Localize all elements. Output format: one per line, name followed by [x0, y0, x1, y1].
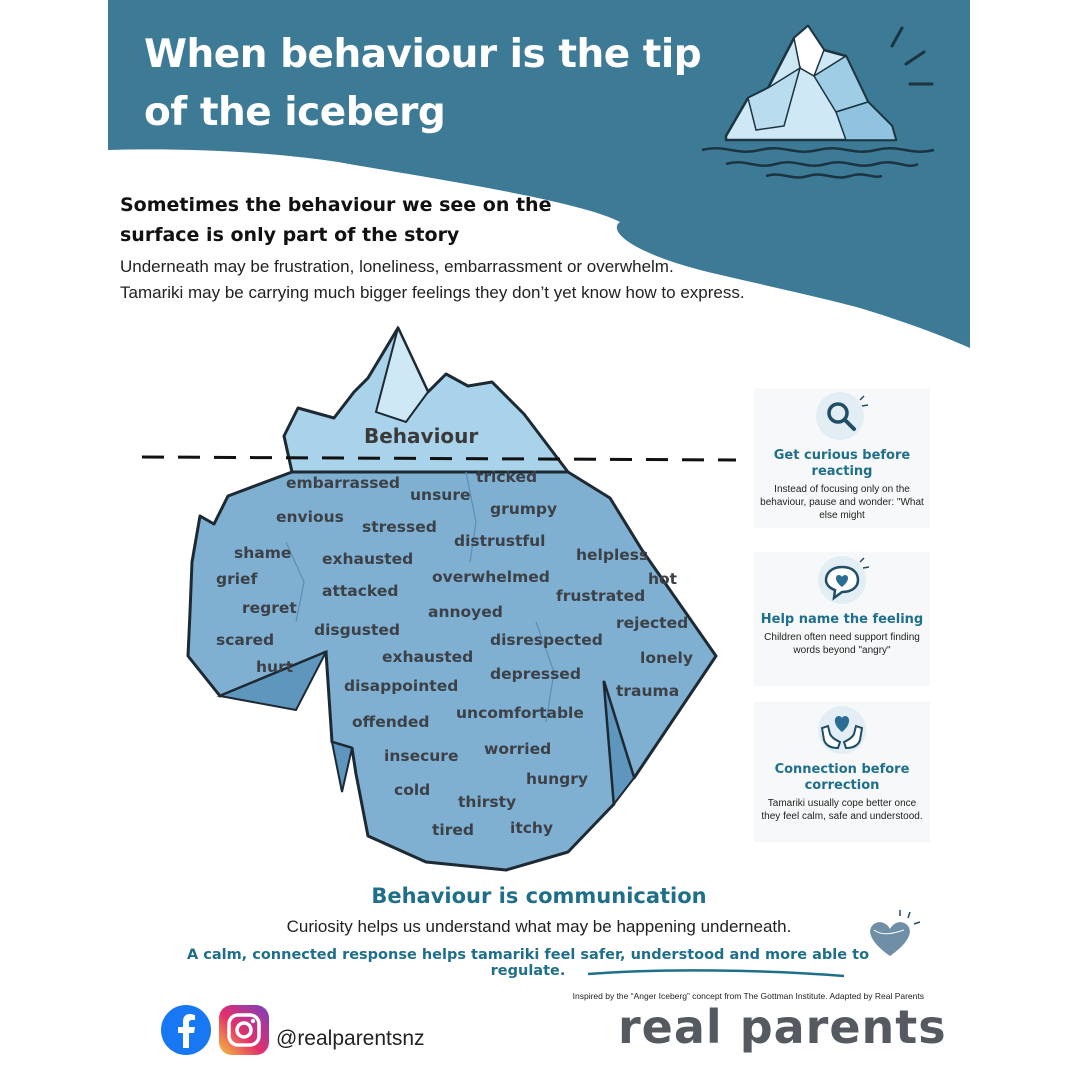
communication-body: Curiosity helps us understand what may be happening underneath. — [286, 917, 792, 936]
tip-title: Help name the feeling — [760, 612, 924, 627]
feeling-word: grief — [216, 570, 258, 588]
tip-get-curious — [754, 388, 930, 528]
feeling-word: rejected — [616, 614, 689, 632]
heart-speech-bubble-icon — [814, 552, 870, 608]
feeling-word: cold — [394, 781, 431, 799]
intro-subtitle: Sometimes the behaviour we see on the surface is only part of the story — [120, 194, 552, 246]
hands-heart-icon — [814, 702, 870, 758]
behaviour-label: Behaviour — [364, 424, 479, 448]
credit-text: Inspired by the “Anger Iceberg” concept from The Gottman Institute. Adapted by Real Parents — [572, 991, 924, 1001]
tip-name-feeling — [754, 552, 930, 686]
feeling-word: overwhelmed — [432, 568, 550, 586]
feeling-word: regret — [242, 599, 297, 617]
feeling-word: exhausted — [322, 550, 414, 568]
feeling-word: exhausted — [382, 648, 474, 666]
header-iceberg-illustration — [696, 16, 946, 186]
feeling-word: worried — [484, 740, 552, 758]
feeling-word: disappointed — [344, 677, 459, 695]
heart-doodle-icon — [860, 910, 922, 962]
feeling-word: uncomfortable — [456, 704, 584, 722]
feeling-word: insecure — [384, 747, 459, 765]
real-parents-logo: real parents — [618, 1000, 947, 1054]
feeling-word: itchy — [510, 819, 554, 837]
feeling-word: lonely — [640, 649, 693, 667]
iceberg-illustration — [136, 322, 736, 882]
feeling-word: annoyed — [428, 603, 503, 621]
feeling-word: frustrated — [556, 587, 646, 605]
feeling-word: distrustful — [454, 532, 546, 550]
page-title: When behaviour is the tip of the iceberg — [144, 32, 702, 135]
intro-line-2: Tamariki may be carrying much bigger feelings they don’t yet know how to express. — [120, 283, 745, 302]
tip-title: Get curious before reacting — [773, 448, 911, 479]
feeling-word: trauma — [616, 682, 680, 700]
feeling-word: depressed — [490, 665, 581, 683]
feeling-word: hungry — [526, 770, 588, 788]
communication-title: Behaviour is communication — [371, 884, 707, 908]
feeling-word: offended — [352, 713, 430, 731]
feeling-word: grumpy — [490, 500, 558, 518]
feeling-word: hot — [648, 570, 678, 588]
tip-connection — [754, 702, 930, 842]
feeling-word: attacked — [322, 582, 399, 600]
intro-text — [120, 254, 840, 306]
instagram-icon[interactable] — [218, 1004, 270, 1056]
communication-highlight: A calm, connected response helps tamariki feel safer, understood and more able to regulate. — [186, 947, 870, 979]
tip-text: Children often need support finding words beyond "angry" — [764, 632, 920, 656]
feeling-word: scared — [216, 631, 275, 649]
infographic-page — [108, 0, 970, 1080]
feeling-word: thirsty — [458, 793, 517, 811]
social-handle[interactable]: @realparentsnz — [276, 1027, 425, 1050]
feelings-iceberg — [136, 322, 736, 882]
feeling-word: disgusted — [314, 621, 401, 639]
feeling-word: embarrassed — [286, 474, 401, 492]
feeling-word: shame — [234, 544, 292, 562]
tip-text: Instead of focusing only on the behaviour, pause and wonder: "What else might — [760, 484, 924, 521]
magnifier-icon — [814, 388, 870, 444]
facebook-icon[interactable] — [160, 1004, 212, 1056]
feeling-word: hurt — [256, 658, 294, 676]
highlight-underline — [586, 964, 846, 980]
feeling-word: helpless — [576, 546, 649, 564]
feeling-word: tricked — [476, 468, 538, 486]
intro-line-1: Underneath may be frustration, loneliness, embarrassment or overwhelm. — [120, 257, 674, 276]
feeling-word: disrespected — [490, 631, 603, 649]
feeling-word: envious — [276, 508, 344, 526]
feeling-word: tired — [432, 821, 474, 839]
feeling-word: stressed — [362, 518, 437, 536]
feeling-word: unsure — [410, 486, 471, 504]
tip-text: Tamariki usually cope better once they feel calm, safe and understood. — [761, 798, 923, 822]
tip-title: Connection before correction — [774, 762, 910, 793]
